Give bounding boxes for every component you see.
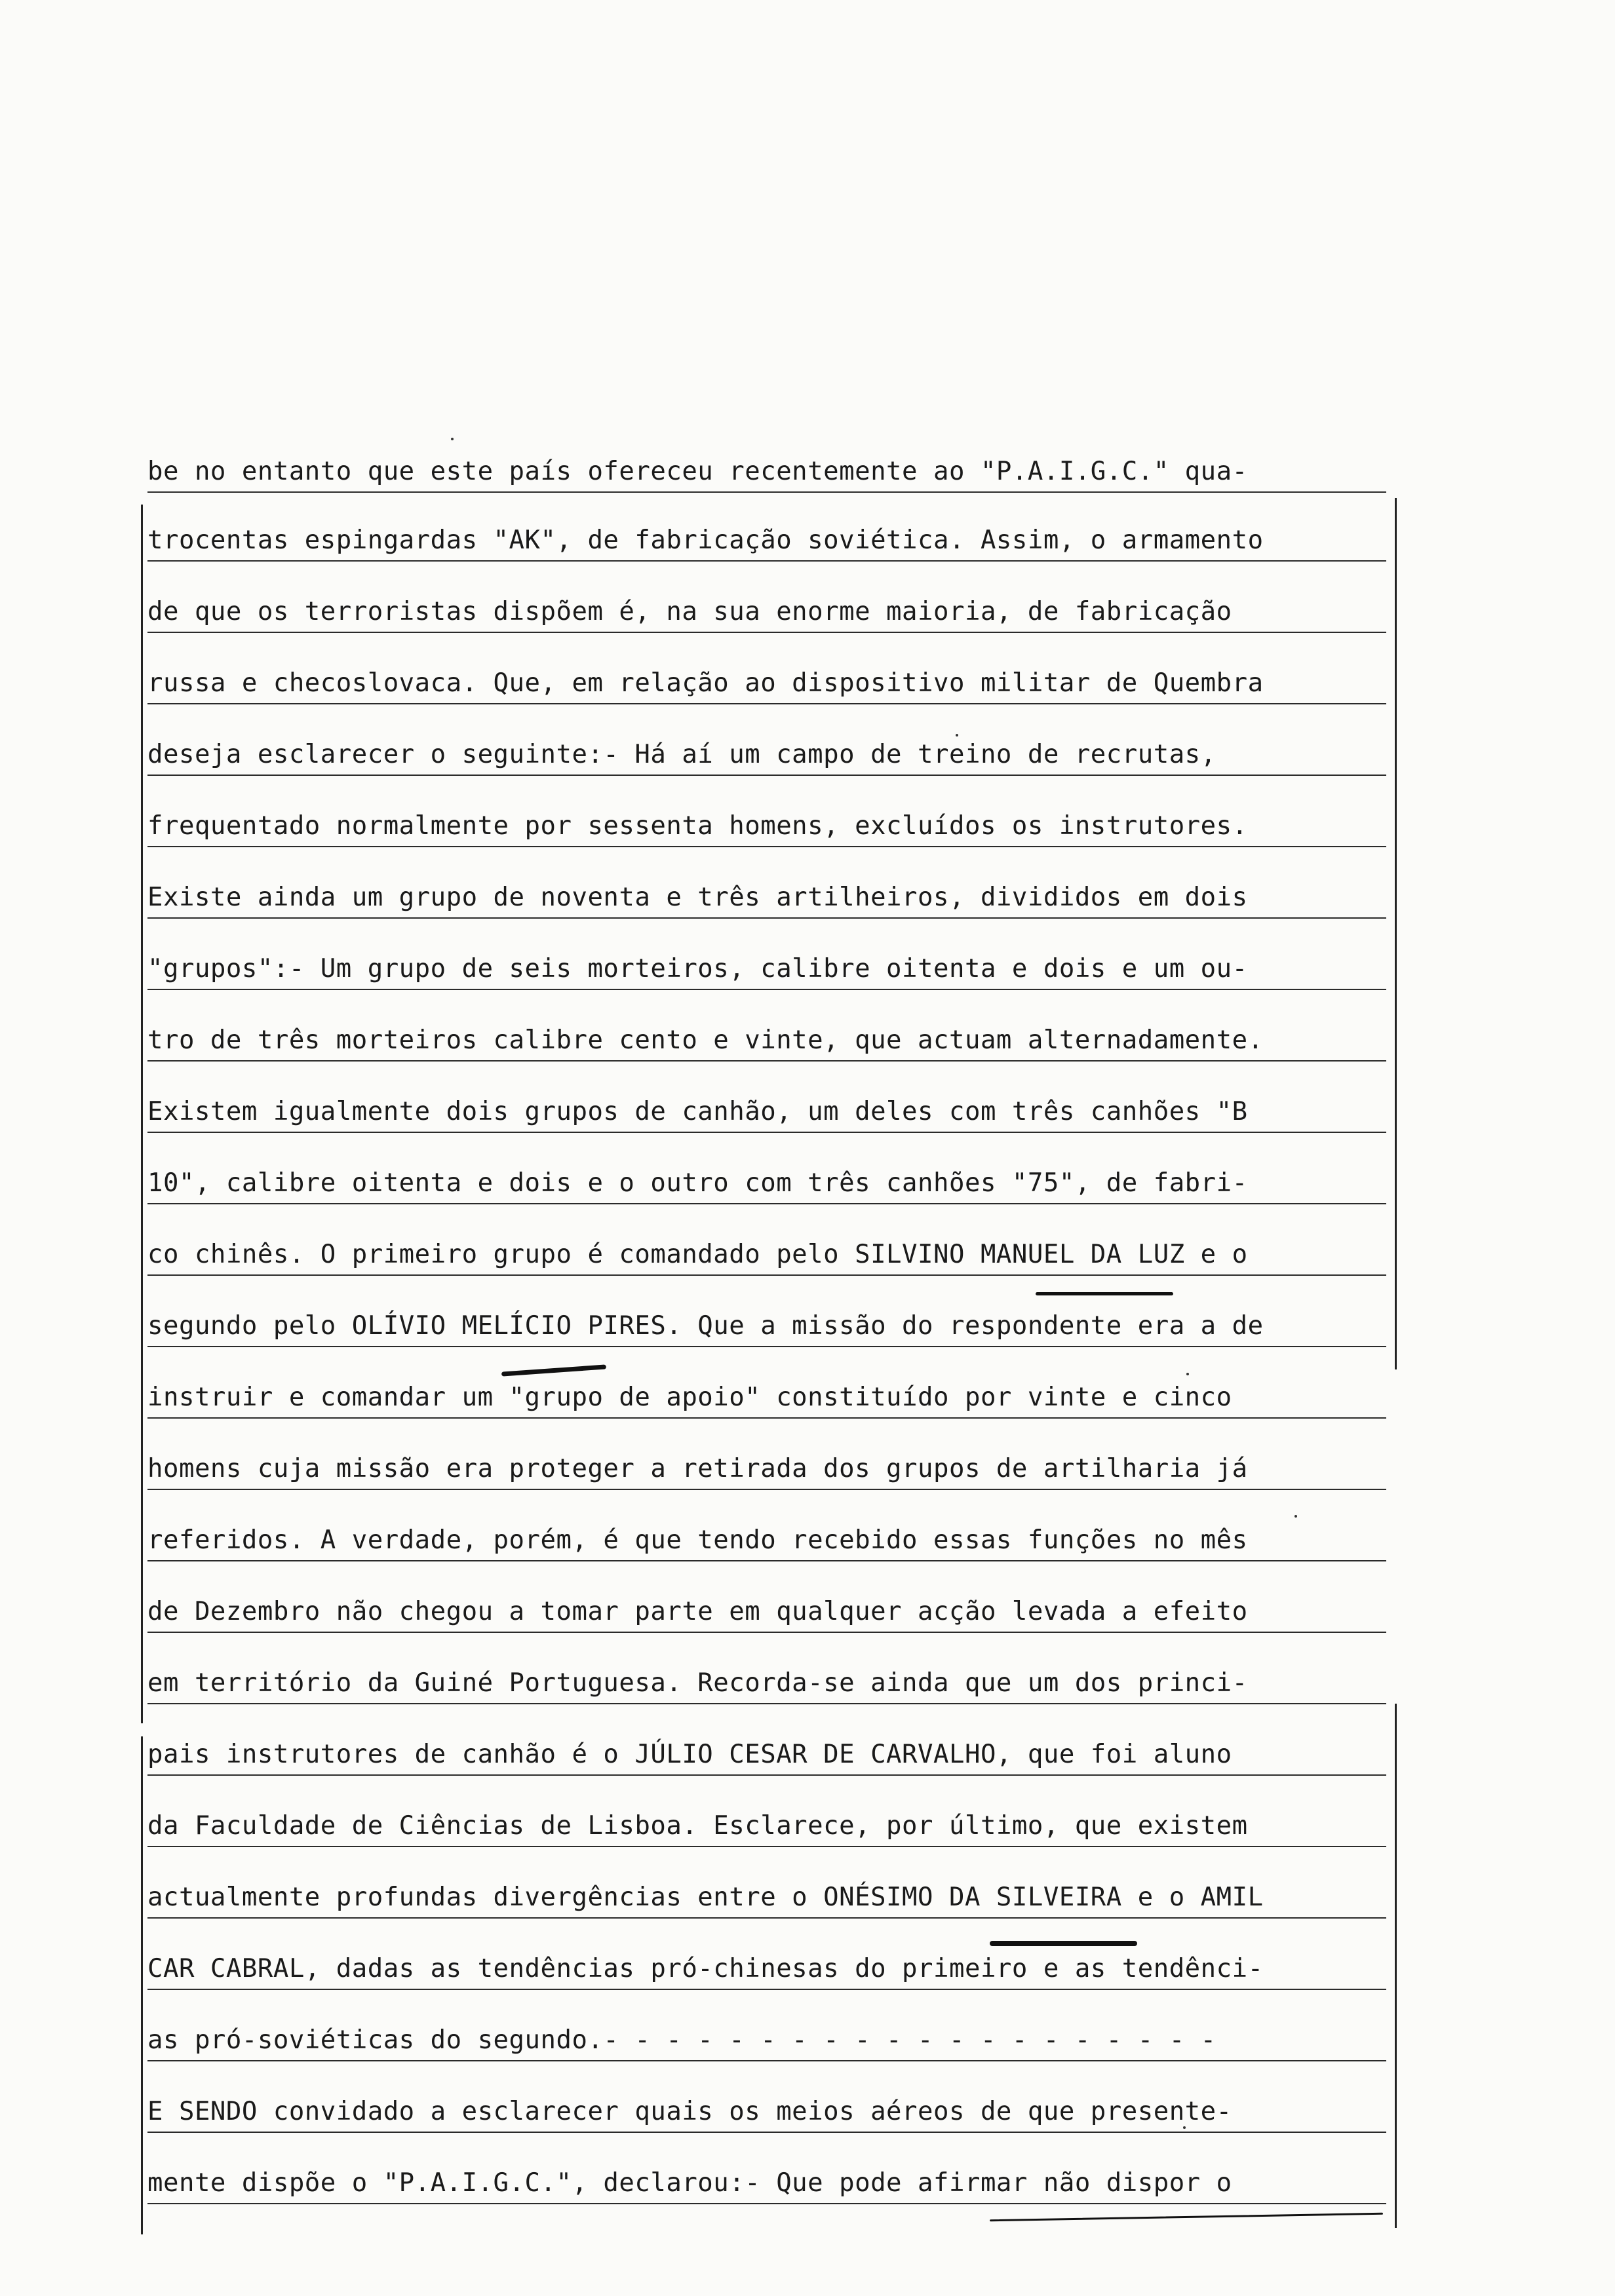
text-line-6: frequentado normalmente por sessenta homens, excluídos os instrutores. bbox=[147, 807, 1386, 847]
text-line-1: be no entanto que este país ofereceu recentemente ao "P.A.I.G.C." qua- bbox=[147, 452, 1386, 493]
left-margin-line bbox=[141, 505, 143, 1723]
text-line-22: CAR CABRAL, dadas as tendências pró-chinesas do primeiro e as tendênci- bbox=[147, 1949, 1386, 1990]
text-line-13: segundo pelo OLÍVIO MELÍCIO PIRES. Que a missão do respondente era a de bbox=[147, 1307, 1386, 1347]
text-line-9: tro de três morteiros calibre cento e vinte, que actuam alternadamente. bbox=[147, 1021, 1386, 1062]
text-line-17: de Dezembro não chegou a tomar parte em qualquer acção levada a efeito bbox=[147, 1592, 1386, 1633]
text-line-19: pais instrutores de canhão é o JÚLIO CESAR DE CARVALHO, que foi aluno bbox=[147, 1735, 1386, 1776]
pen-underline-mark bbox=[990, 1941, 1137, 1946]
text-line-5: deseja esclarecer o seguinte:- Há aí um campo de treino de recrutas, bbox=[147, 735, 1386, 776]
ink-speck bbox=[1294, 1515, 1297, 1518]
pen-underline-mark bbox=[1036, 1292, 1173, 1295]
text-line-12: co chinês. O primeiro grupo é comandado pelo SILVINO MANUEL DA LUZ e o bbox=[147, 1235, 1386, 1276]
text-line-16: referidos. A verdade, porém, é que tendo recebido essas funções no mês bbox=[147, 1521, 1386, 1561]
text-line-8: "grupos":- Um grupo de seis morteiros, calibre oitenta e dois e um ou- bbox=[147, 949, 1386, 990]
ink-speck bbox=[1186, 1373, 1189, 1375]
pen-underline-mark bbox=[990, 2213, 1383, 2221]
text-line-7: Existe ainda um grupo de noventa e três artilheiros, divididos em dois bbox=[147, 878, 1386, 919]
right-margin-line-lower bbox=[1395, 1704, 1397, 2228]
text-line-11: 10", calibre oitenta e dois e o outro com três canhões "75", de fabri- bbox=[147, 1164, 1386, 1204]
pen-underline-mark bbox=[501, 1364, 606, 1376]
text-line-15: homens cuja missão era proteger a retirada dos grupos de artilharia já bbox=[147, 1449, 1386, 1490]
text-line-3: de que os terroristas dispõem é, na sua enorme maioria, de fabricação bbox=[147, 592, 1386, 633]
right-margin-line bbox=[1395, 498, 1397, 1369]
text-line-21: actualmente profundas divergências entre o ONÉSIMO DA SILVEIRA e o AMIL bbox=[147, 1878, 1386, 1919]
text-line-24: E SENDO convidado a esclarecer quais os meios aéreos de que presente- bbox=[147, 2092, 1386, 2133]
ink-speck bbox=[956, 734, 958, 737]
left-margin-line-lower bbox=[141, 1736, 143, 2234]
text-line-10: Existem igualmente dois grupos de canhão, um deles com três canhões "B bbox=[147, 1092, 1386, 1133]
text-line-20: da Faculdade de Ciências de Lisboa. Esclarece, por último, que existem bbox=[147, 1807, 1386, 1847]
text-line-18: em território da Guiné Portuguesa. Recorda-se ainda que um dos princi- bbox=[147, 1664, 1386, 1704]
ink-speck bbox=[1183, 2126, 1186, 2129]
text-line-25: mente dispõe o "P.A.I.G.C.", declarou:- Que pode afirmar não dispor o bbox=[147, 2164, 1386, 2204]
text-line-14: instruir e comandar um "grupo de apoio" constituído por vinte e cinco bbox=[147, 1378, 1386, 1419]
text-line-4: russa e checoslovaca. Que, em relação ao dispositivo militar de Quembra bbox=[147, 664, 1386, 704]
text-line-2: trocentas espingardas "AK", de fabricação soviética. Assim, o armamento bbox=[147, 521, 1386, 562]
text-line-23: as pró-soviéticas do segundo.- - - - - - - - - - - - - - - - - - - - bbox=[147, 2021, 1386, 2061]
ink-speck bbox=[451, 438, 454, 440]
